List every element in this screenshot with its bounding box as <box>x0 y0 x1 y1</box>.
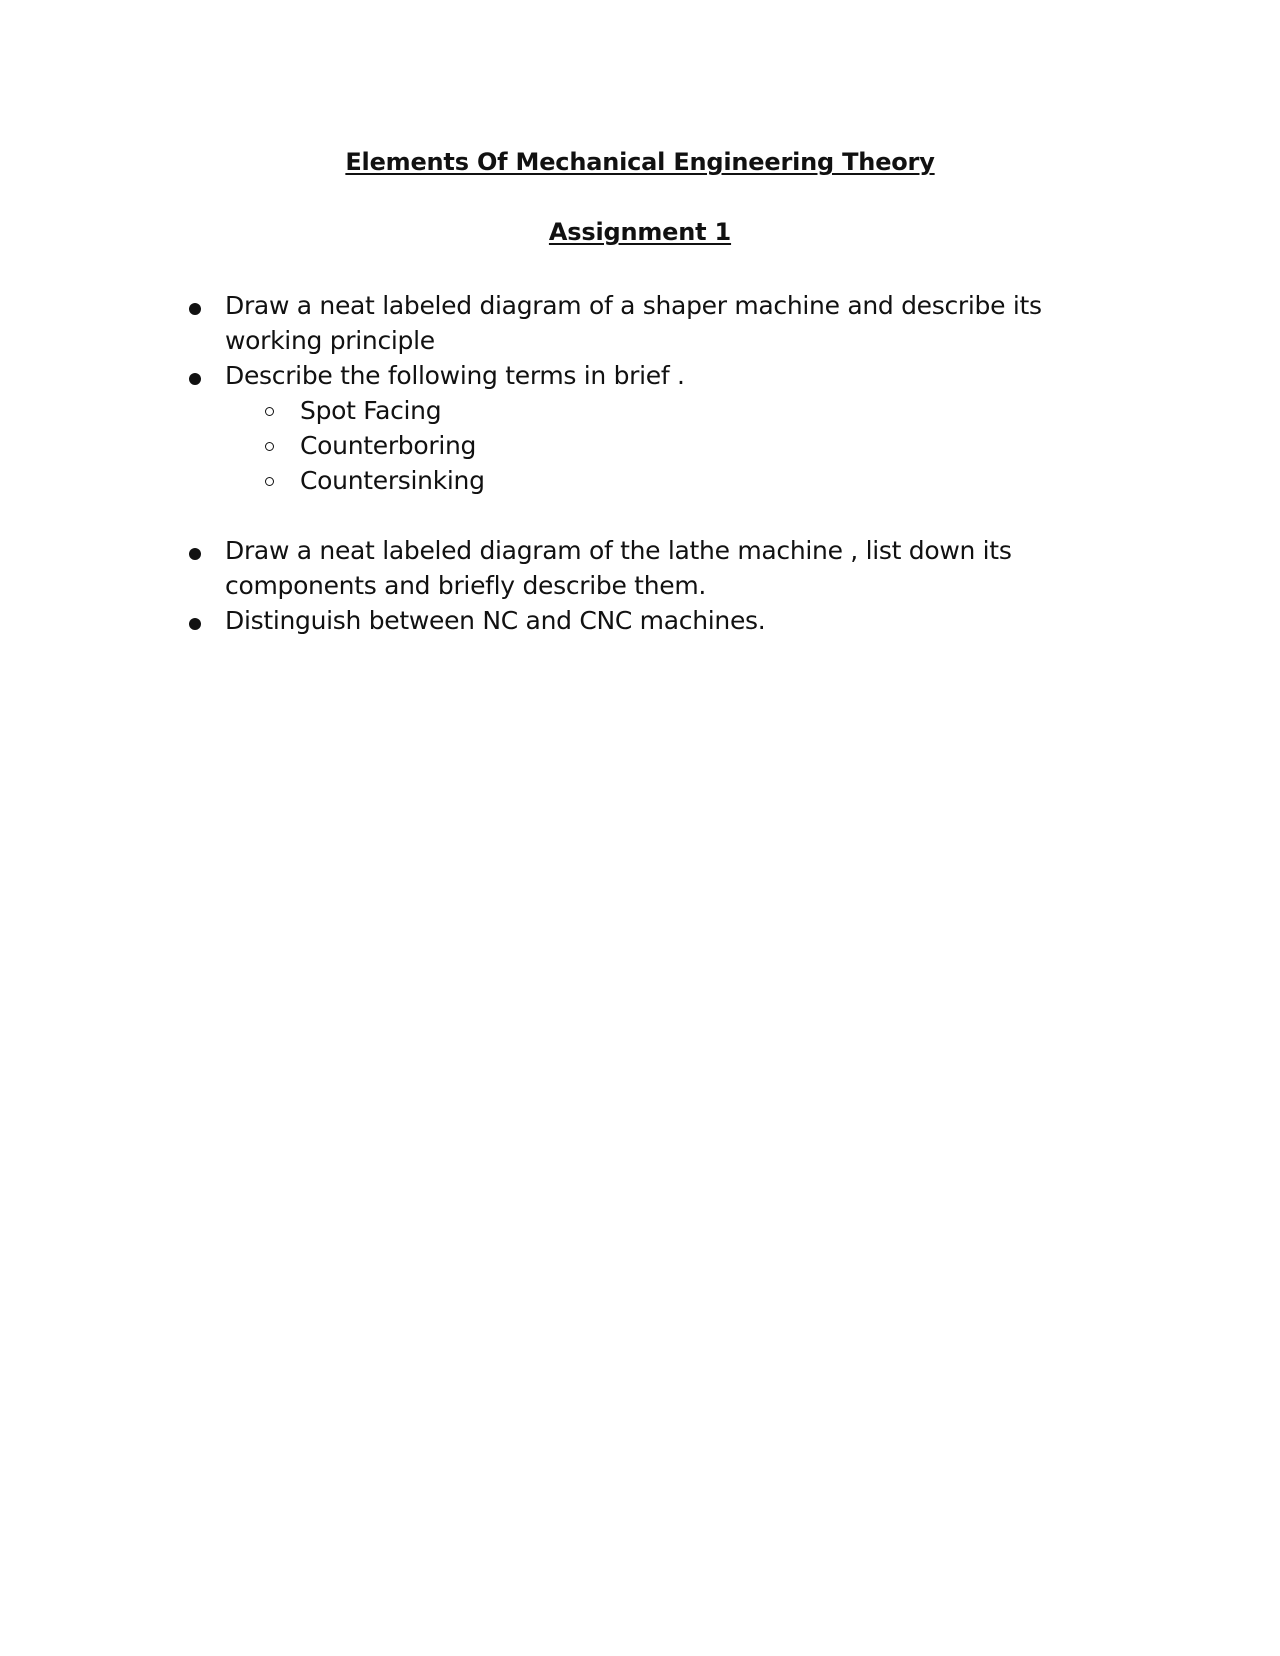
term-text: Counterboring <box>300 431 477 460</box>
list-item <box>0 358 1095 393</box>
hollow-bullet-icon <box>265 407 274 416</box>
question-text: Distinguish between NC and CNC machines. <box>225 606 766 635</box>
assignment-heading: Assignment 1 <box>548 218 732 246</box>
term-sublist <box>0 393 1280 498</box>
question-text: Draw a neat labeled diagram of a shaper machine and describe its working principle <box>225 291 1042 355</box>
sublist-item <box>0 393 1280 428</box>
question-list-continued <box>0 533 1280 638</box>
sublist-item <box>0 463 1280 498</box>
hollow-bullet-icon <box>265 442 274 451</box>
document-title: Elements Of Mechanical Engineering Theory <box>345 148 935 176</box>
list-item <box>0 288 1095 358</box>
term-text: Spot Facing <box>300 396 442 425</box>
term-text: Countersinking <box>300 466 485 495</box>
list-item <box>0 603 1095 638</box>
question-text: Draw a neat labeled diagram of the lathe machine , list down its components and briefly describe them. <box>225 536 1012 600</box>
bullet-icon <box>189 548 201 560</box>
bullet-icon <box>189 303 201 315</box>
list-item <box>0 533 1095 603</box>
question-list <box>0 288 1280 498</box>
bullet-icon <box>189 373 201 385</box>
sublist-container <box>0 393 1280 498</box>
bullet-icon <box>189 618 201 630</box>
sublist-item <box>0 428 1280 463</box>
hollow-bullet-icon <box>265 477 274 486</box>
question-text: Describe the following terms in brief . <box>225 361 685 390</box>
